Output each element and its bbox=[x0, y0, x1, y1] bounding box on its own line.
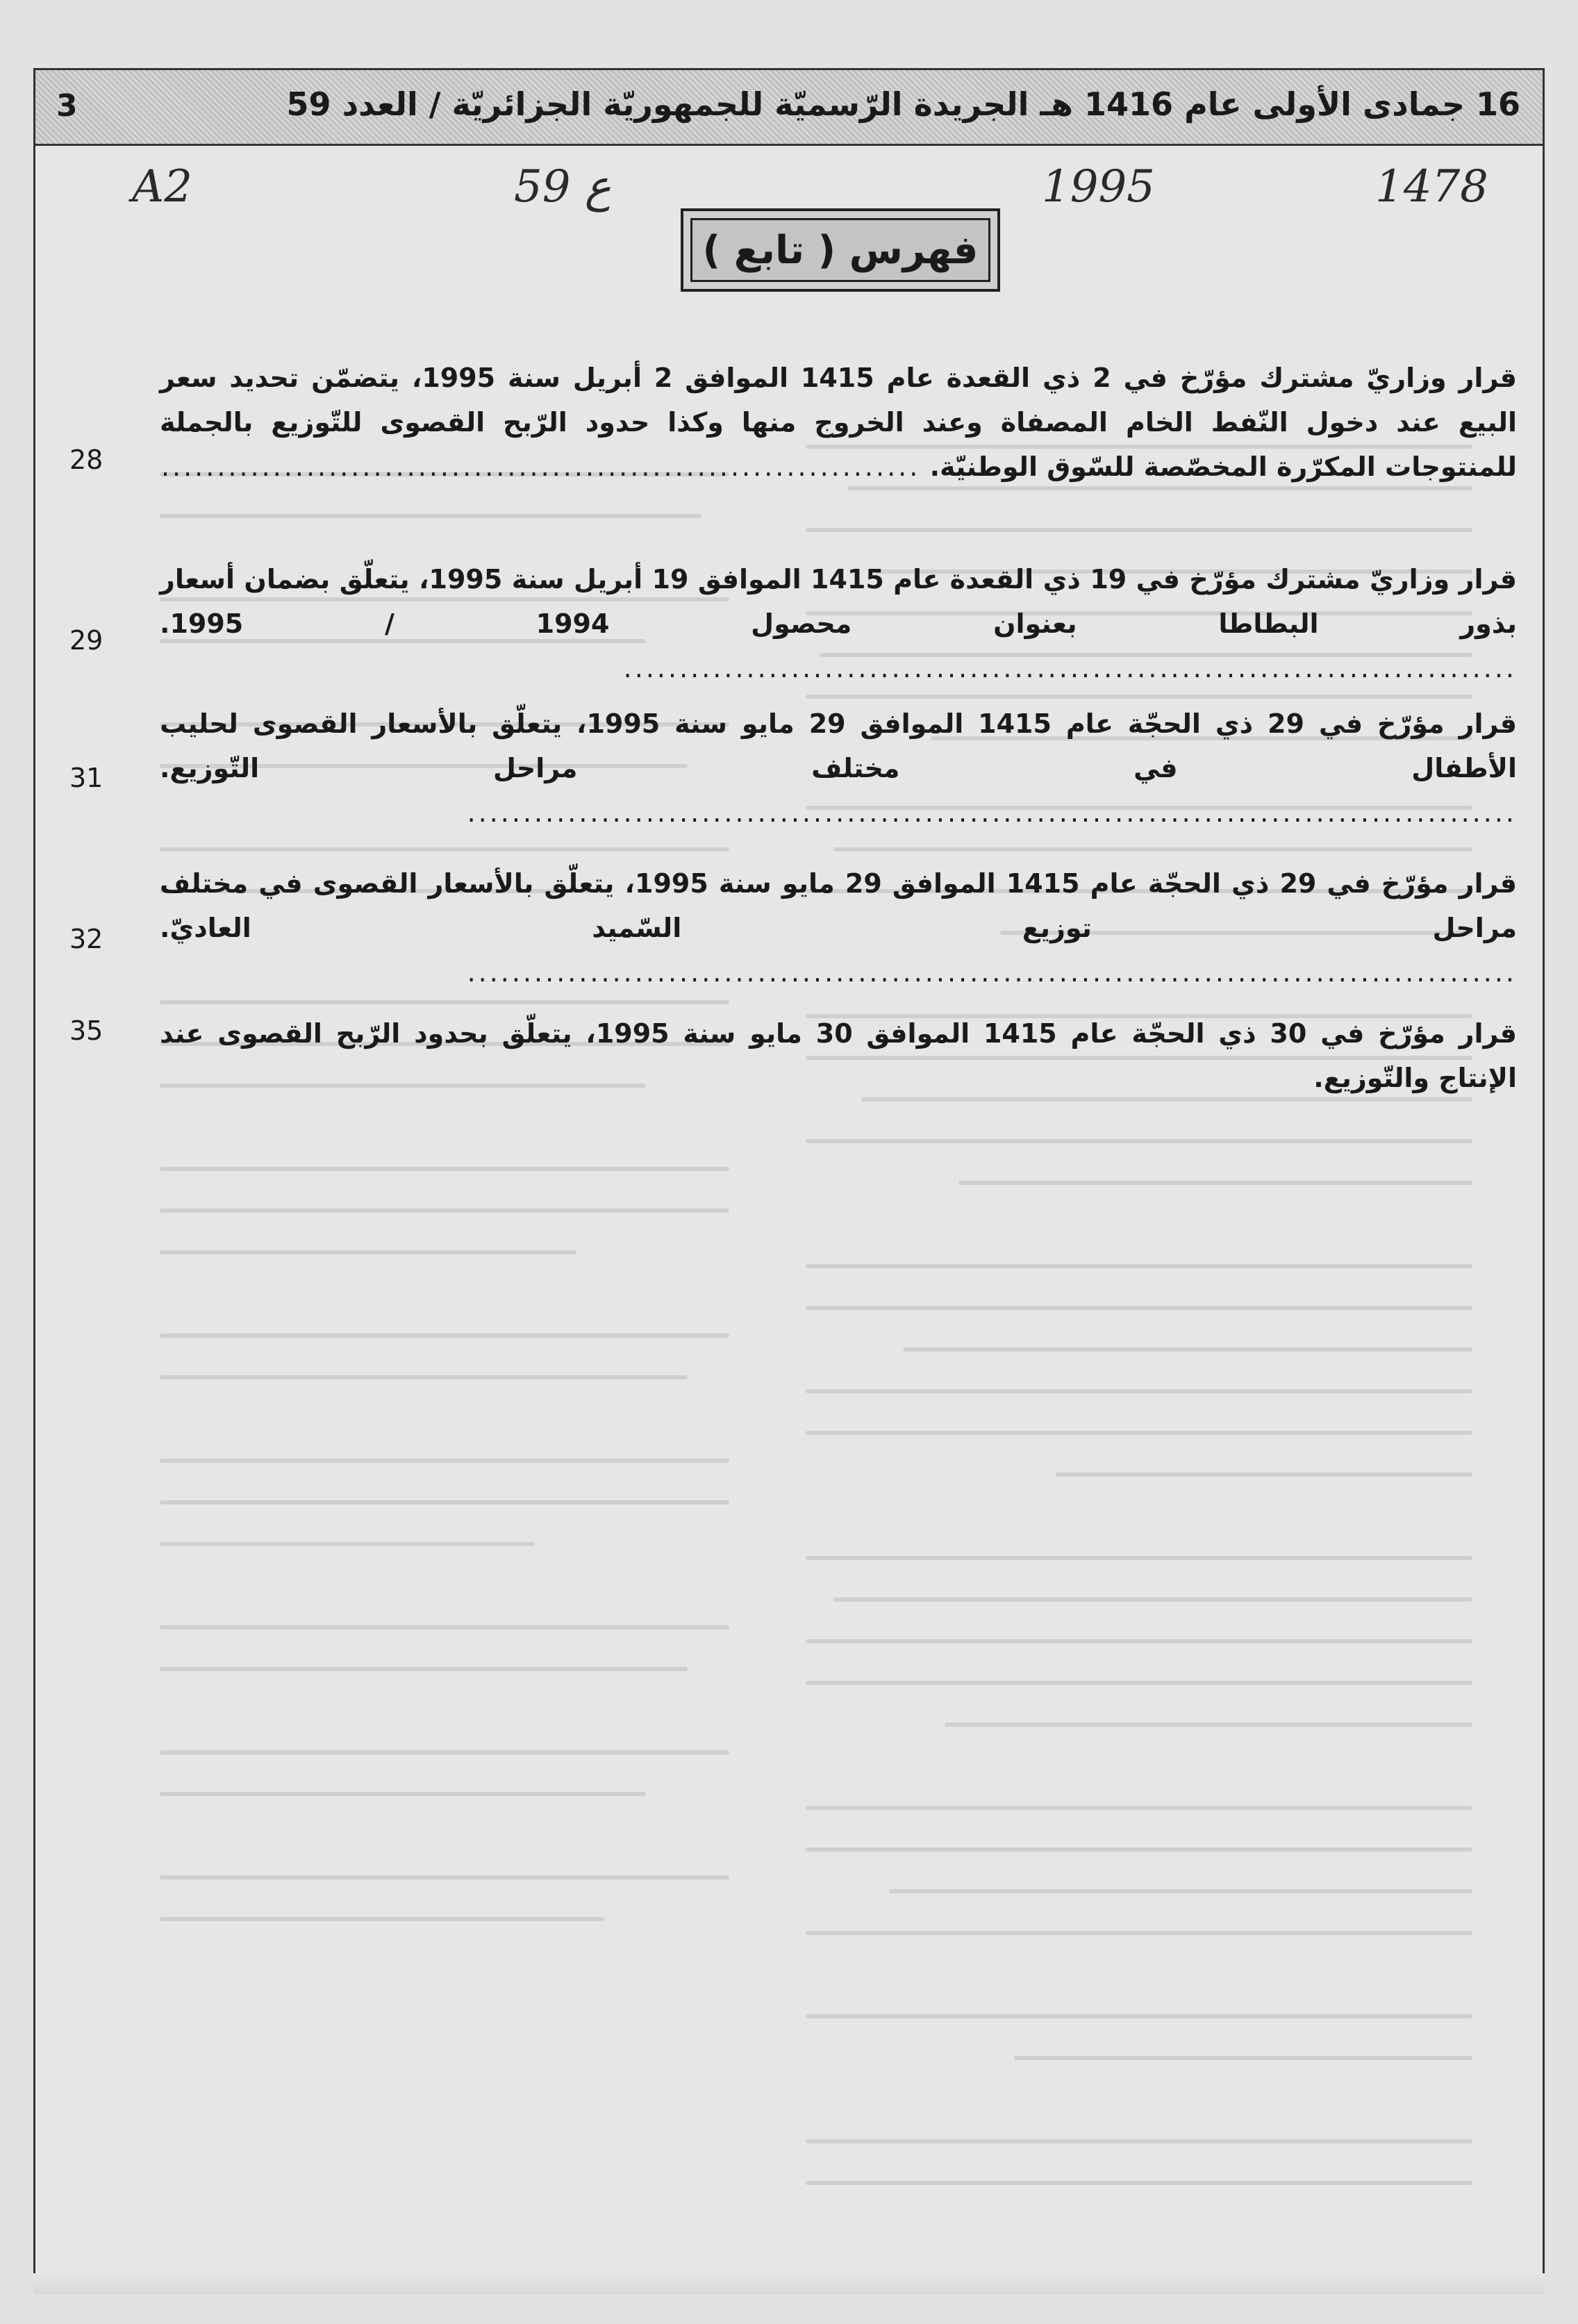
toc-entry-text: قرار مؤرّخ في 29 ذي الحجّة عام 1415 الموافق 29 مايو سنة 1995، يتعلّق بالأسعار القصوى لحليب الأطفال في مختلف مراحل التّوزيع. bbox=[160, 708, 1517, 783]
toc-entry bbox=[160, 861, 1517, 995]
header-title: 16 جمادى الأولى عام 1416 هـ الجريدة الرّسميّة للجمهوريّة الجزائريّة / العدد 59 bbox=[286, 85, 1520, 123]
toc-entry-page: 28 bbox=[69, 445, 103, 475]
handwritten-code: A2 bbox=[132, 161, 192, 213]
handwritten-year: 1995 bbox=[1042, 161, 1155, 213]
toc-title: فهرس ( تابع ) bbox=[690, 218, 990, 282]
toc-entry bbox=[160, 557, 1517, 690]
running-header bbox=[33, 68, 1545, 146]
toc-entry-text: قرار مؤرّخ في 30 ذي الحجّة عام 1415 الموافق 30 مايو سنة 1995، يتعلّق بحدود الرّبح القصوى عند الإنتاج والتّوزيع. bbox=[160, 1018, 1517, 1093]
toc-entry-page: 35 bbox=[69, 1015, 103, 1046]
toc-entry-page: 32 bbox=[69, 924, 103, 954]
toc-title-box bbox=[681, 208, 1000, 292]
toc-entry bbox=[160, 702, 1517, 835]
header-page-number: 3 bbox=[56, 88, 78, 124]
toc-entry-leader: .................................................................... bbox=[160, 451, 921, 482]
toc-entry bbox=[160, 1011, 1517, 1100]
toc-entry-text: قرار مؤرّخ في 29 ذي الحجّة عام 1415 الموافق 29 مايو سنة 1995، يتعلّق بالأسعار القصوى في مختلف مراحل توزيع السّميد العاديّ. bbox=[160, 868, 1517, 943]
toc-entry-leader: .............................................................................................. bbox=[467, 957, 1517, 988]
toc-entry bbox=[160, 356, 1517, 489]
page-bottom-edge bbox=[33, 2273, 1545, 2294]
toc-entry-page: 31 bbox=[69, 763, 103, 793]
handwritten-mark: 1478 bbox=[1375, 161, 1488, 213]
toc-entry-text: قرار وزاريّ مشترك مؤرّخ في 2 ذي القعدة عام 1415 الموافق 2 أبريل سنة 1995، يتضمّن تحديد سعر البيع عند دخول النّفط الخام المصفاة وعند الخروج منها وكذا حدود الرّبح القصوى للتّوزيع بالجملة للمنتوجات المكرّرة المخصّصة للسّوق الوطنيّة. bbox=[160, 363, 1517, 482]
toc-entry-leader: .............................................................................................. bbox=[467, 797, 1517, 828]
handwritten-issue: 59 ع bbox=[514, 161, 611, 213]
toc-entry-page: 29 bbox=[69, 625, 103, 656]
toc-entry-text: قرار وزاريّ مشترك مؤرّخ في 19 ذي القعدة عام 1415 الموافق 19 أبريل سنة 1995، يتعلّق بضمان أسعار بذور البطاطا بعنوان محصول 1994 / 1995. bbox=[160, 564, 1517, 639]
toc-entry-leader: ................................................................................ bbox=[623, 653, 1517, 683]
